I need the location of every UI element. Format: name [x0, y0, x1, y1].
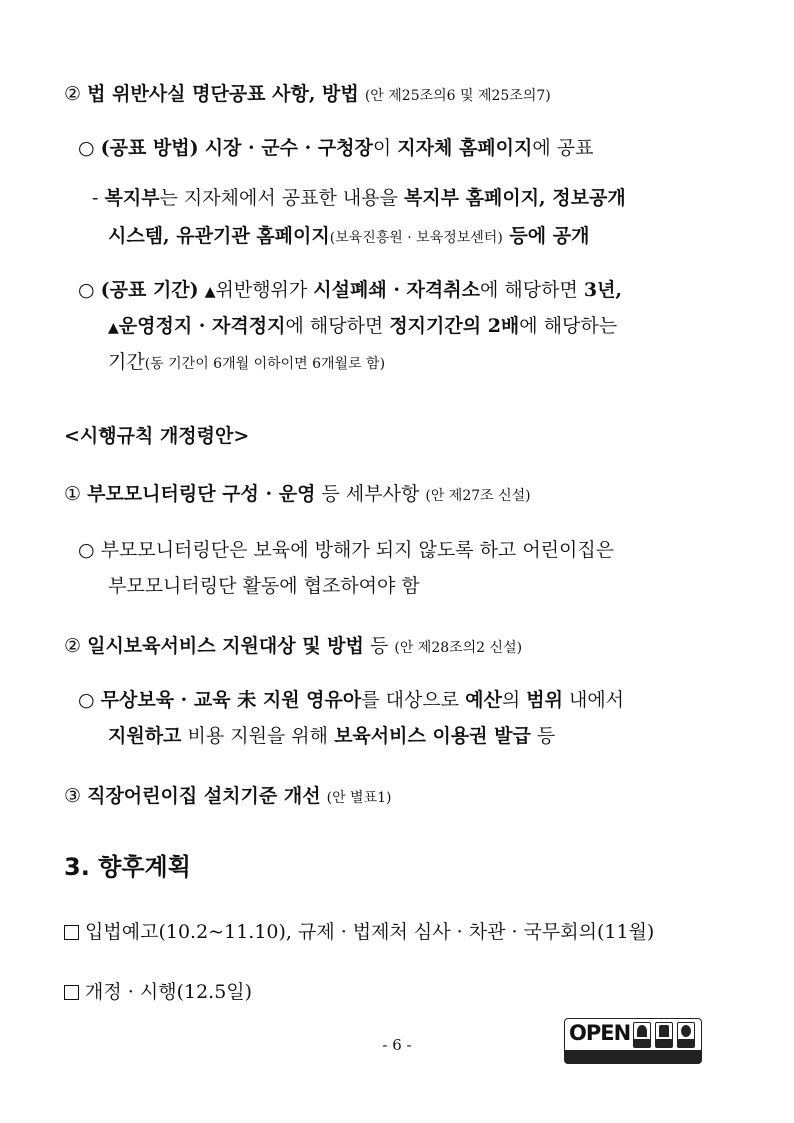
item-disclosure-method: ○ (공표 방법) 시장 · 군수 · 구청장이 지자체 홈페이지에 공표 — [78, 137, 594, 159]
item-disclosure-period-line2: ▲운영정지 · 자격정지에 해당하면 정지기간의 2배에 해당하는 — [108, 315, 618, 337]
subitem-ministry-disclosure: - 복지부는 지자체에서 공표한 내용을 복지부 홈페이지, 정보공개 — [92, 187, 626, 209]
plan-item: 개정 · 시행(12.5일) — [64, 980, 252, 1004]
item-temporary-childcare: ○ 무상보육 · 교육 未 지원 영유아를 대상으로 예산의 범위 내에서 — [78, 689, 625, 711]
section-heading-violation-disclosure: ② 법 위반사실 명단공표 사항, 방법 (안 제25조의6 및 제25조의7) — [64, 83, 551, 105]
checkbox-icon — [64, 925, 79, 940]
item-temporary-childcare-line2: 지원하고 비용 지원을 위해 보육서비스 이용권 발급 등 — [108, 725, 556, 747]
section-title-future-plan: 3. 향후계획 — [64, 853, 191, 881]
badge-strip — [565, 1050, 701, 1063]
item-disclosure-period: ○ (공표 기간) ▲위반행위가 시설폐쇄 · 자격취소에 해당하면 3년, — [78, 279, 623, 301]
triangle-icon: ▲ — [204, 284, 216, 300]
triangle-icon: ▲ — [108, 320, 119, 336]
currency-icon — [655, 1022, 673, 1048]
article-ref: (안 제25조의6 및 제25조의7) — [364, 88, 551, 104]
open-logo: OPEN — [569, 1021, 631, 1045]
kogl-open-license-badge — [564, 1018, 702, 1064]
section-heading-temporary-childcare: ② 일시보육서비스 지원대상 및 방법 등 (안 제28조의2 신설) — [64, 635, 523, 657]
plan-item: 입법예고(10.2~11.10), 규제 · 법제처 심사 · 차관 · 국무회의(11월) — [64, 920, 654, 944]
no-change-icon — [677, 1022, 695, 1048]
heading-text: 법 위반사실 명단공표 사항, 방법 — [87, 83, 359, 105]
article-ref: (안 제28조의2 신설) — [394, 640, 523, 656]
section-heading-parent-monitoring: ① 부모모니터링단 구성 · 운영 등 세부사항 (안 제27조 신설) — [64, 483, 531, 505]
article-ref: (안 별표1) — [326, 790, 392, 806]
rule-amendment-heading: <시행규칙 개정령안> — [64, 425, 250, 447]
item-parent-monitoring-line2: 부모모니터링단 활동에 협조하여야 함 — [108, 575, 420, 597]
section-heading-workplace-daycare: ③ 직장어린이집 설치기준 개선 (안 별표1) — [64, 785, 392, 807]
item-parent-monitoring: ○ 부모모니터링단은 보육에 방해가 되지 않도록 하고 어린이집은 — [78, 539, 615, 561]
checkbox-icon — [64, 985, 79, 1000]
article-ref: (안 제27조 신설) — [425, 488, 531, 504]
page-number: - 6 - — [382, 1036, 412, 1054]
item-disclosure-period-line3: 기간(동 기간이 6개월 이하이면 6개월로 함) — [108, 351, 386, 373]
person-icon — [633, 1022, 651, 1048]
subitem-ministry-disclosure-line2: 시스템, 유관기관 홈페이지(보육진흥원 · 보육정보센터) 등에 공개 — [108, 225, 590, 247]
